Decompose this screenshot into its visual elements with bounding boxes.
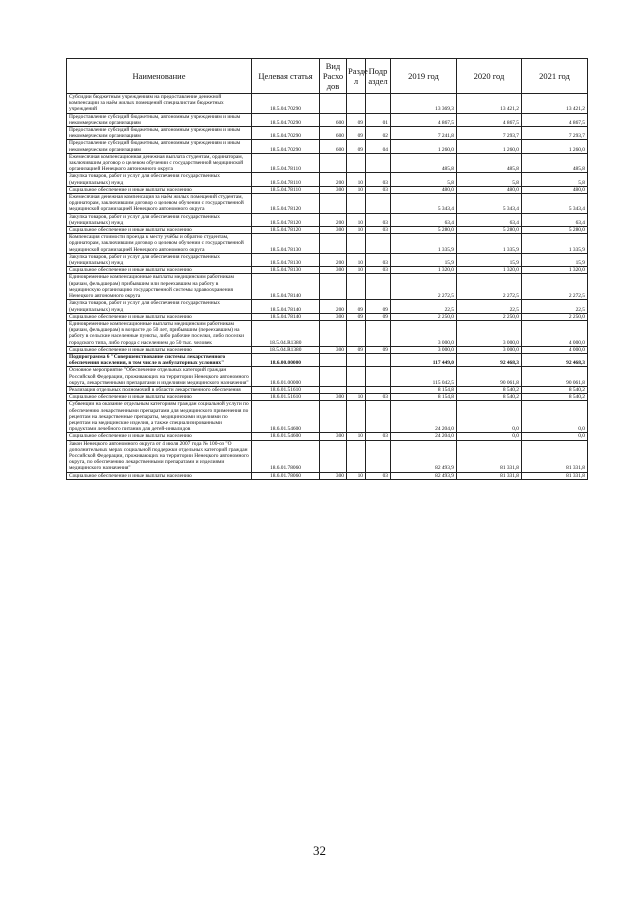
header-subsection: Подр аздел	[366, 59, 391, 94]
row-razdel: 10	[347, 173, 366, 186]
row-razdel	[347, 320, 366, 346]
row-code: 18.6.01.78060	[252, 440, 320, 472]
table-row	[67, 140, 588, 153]
row-value-2019: 7 241,8	[391, 127, 457, 140]
row-value-2019: 8 154,8	[391, 394, 457, 401]
row-name: Предоставление субсидий бюджетным, автономным учреждениям и иным некоммерческим организациям	[67, 113, 252, 126]
row-code: 18.5.04.R1380	[252, 320, 320, 346]
row-value-2019: 13 369,3	[391, 94, 457, 114]
row-value-2019: 480,0	[391, 186, 457, 193]
table-row	[67, 313, 588, 320]
row-value-2021: 92 468,3	[522, 353, 588, 366]
row-code: 18.5.04.78140	[252, 313, 320, 320]
row-value-2019: 82 493,9	[391, 440, 457, 472]
row-value-2019: 1 320,0	[391, 267, 457, 274]
row-name: Субсидии бюджетным учреждениям на предоставление денежной компенсации за наём жилых помещений специалистам бюджетных учреждений	[67, 94, 252, 114]
row-value-2021: 4 000,0	[522, 346, 588, 353]
row-name: Социальное обеспечение и иные выплаты населению	[67, 394, 252, 401]
table-row	[67, 94, 588, 114]
row-value-2020: 485,8	[457, 153, 522, 173]
table-row	[67, 401, 588, 433]
row-razdel	[347, 153, 366, 173]
row-name: Ежемесячная компенсационная денежная выплата студентам, ординаторам, заключившим договор о целевом обучении с государственной медицинской организацией Ненецкого автономного округа	[67, 153, 252, 173]
row-value-2020: 3 000,0	[457, 320, 522, 346]
table-row	[67, 353, 588, 366]
row-podrazdel	[366, 320, 391, 346]
row-name: Закон Ненецкого автономного округа от 4 июля 2007 года № 100-оз "О дополнительных мерах социальной поддержки отдельных категорий граждан Российской Федерации, проживающих на территории Ненецкого автономного округа, по обеспечению лекарственными препаратами и изделиями медицинского назначения"	[67, 440, 252, 472]
row-value-2019: 117 449,0	[391, 353, 457, 366]
row-name: Предоставление субсидий бюджетным, автономным учреждениям и иным некоммерческим организациям	[67, 127, 252, 140]
row-code: 18.6.01.54600	[252, 401, 320, 433]
row-value-2021: 15,9	[522, 253, 588, 266]
row-name: Закупка товаров, работ и услуг для обеспечения государственных (муниципальных) нужд	[67, 213, 252, 226]
table-row	[67, 186, 588, 193]
row-value-2019: 485,8	[391, 153, 457, 173]
row-value-2021: 7 293,7	[522, 127, 588, 140]
row-podrazdel	[366, 153, 391, 173]
row-vid: 200	[320, 300, 347, 313]
table-row	[67, 113, 588, 126]
row-value-2019: 5 280,0	[391, 227, 457, 234]
row-value-2020: 5,8	[457, 173, 522, 186]
table-row	[67, 386, 588, 393]
row-value-2019: 5 343,4	[391, 194, 457, 214]
table-row	[67, 234, 588, 254]
row-value-2021: 81 331,8	[522, 472, 588, 479]
table-row	[67, 440, 588, 472]
row-value-2021: 480,0	[522, 186, 588, 193]
row-value-2020: 22,5	[457, 300, 522, 313]
row-vid: 300	[320, 394, 347, 401]
row-value-2021: 8 540,2	[522, 394, 588, 401]
row-podrazdel	[366, 367, 391, 387]
row-podrazdel: 09	[366, 346, 391, 353]
row-code: 18.5.04.78130	[252, 267, 320, 274]
row-razdel	[347, 367, 366, 387]
table-body	[67, 94, 588, 480]
row-value-2020: 480,0	[457, 186, 522, 193]
row-vid	[320, 440, 347, 472]
row-vid: 300	[320, 433, 347, 440]
row-podrazdel: 03	[366, 253, 391, 266]
row-value-2019: 24 204,0	[391, 433, 457, 440]
row-razdel	[347, 94, 366, 114]
header-2019: 2019 год	[391, 59, 457, 94]
row-razdel: 10	[347, 267, 366, 274]
table-row	[67, 394, 588, 401]
row-name: Социальное обеспечение и иные выплаты населению	[67, 346, 252, 353]
row-code: 18.5.04.70290	[252, 113, 320, 126]
row-podrazdel	[366, 234, 391, 254]
row-value-2019: 63,4	[391, 213, 457, 226]
row-podrazdel: 09	[366, 313, 391, 320]
table-row	[67, 267, 588, 274]
row-razdel: 09	[347, 127, 366, 140]
row-podrazdel	[366, 440, 391, 472]
row-razdel	[347, 274, 366, 300]
row-value-2020: 0,0	[457, 433, 522, 440]
row-value-2019: 24 204,0	[391, 401, 457, 433]
row-podrazdel	[366, 401, 391, 433]
row-value-2020: 1 260,0	[457, 140, 522, 153]
row-razdel: 09	[347, 113, 366, 126]
row-name: Основное мероприятие "Обеспечение отдельных категорий граждан Российской Федерации, проживающих на территории Ненецкого автономного округа, лекарственными препаратами и изделиями медицинского назначения"	[67, 367, 252, 387]
row-value-2019: 2 272,5	[391, 274, 457, 300]
table-row	[67, 367, 588, 387]
row-value-2020: 8 540,2	[457, 394, 522, 401]
row-razdel: 09	[347, 140, 366, 153]
table-row	[67, 346, 588, 353]
row-name: Закупка товаров, работ и услуг для обеспечения государственных (муниципальных) нужд	[67, 300, 252, 313]
row-value-2019: 4 867,5	[391, 113, 457, 126]
row-razdel	[347, 234, 366, 254]
row-vid: 300	[320, 267, 347, 274]
row-value-2019: 2 250,0	[391, 313, 457, 320]
row-value-2020: 90 061,8	[457, 367, 522, 387]
row-value-2019: 3 000,0	[391, 320, 457, 346]
row-value-2019: 1 335,9	[391, 234, 457, 254]
row-code: 18.5.04.78110	[252, 186, 320, 193]
row-vid	[320, 94, 347, 114]
row-vid: 300	[320, 186, 347, 193]
row-podrazdel	[366, 353, 391, 366]
row-name: Единовременные компенсационные выплаты медицинским работникам (врачам, фельдшерам) в возрасте до 50 лет, прибывшим (переехавшим) на работу в сельские населенные пункты, либо рабочие поселки, либо поселки городского типа, либо города с населением до 50 тыс. человек	[67, 320, 252, 346]
row-code: 18.5.04.78120	[252, 194, 320, 214]
budget-table	[66, 58, 588, 480]
row-vid: 300	[320, 472, 347, 479]
row-value-2020: 1 335,9	[457, 234, 522, 254]
table-row	[67, 320, 588, 346]
row-value-2021: 5,8	[522, 173, 588, 186]
row-value-2019: 8 154,8	[391, 386, 457, 393]
header-name: Наименование	[67, 59, 252, 94]
row-podrazdel: 03	[366, 213, 391, 226]
row-code: 18.5.04.78140	[252, 300, 320, 313]
row-razdel: 09	[347, 313, 366, 320]
row-code: 18.5.04.78130	[252, 253, 320, 266]
row-code: 18.5.04.78120	[252, 213, 320, 226]
row-podrazdel	[366, 274, 391, 300]
row-value-2021: 90 061,8	[522, 367, 588, 387]
row-vid: 300	[320, 227, 347, 234]
row-podrazdel: 02	[366, 127, 391, 140]
row-value-2020: 2 250,0	[457, 313, 522, 320]
row-value-2020: 5 343,4	[457, 194, 522, 214]
row-code: 18.6.01.51610	[252, 394, 320, 401]
row-name: Предоставление субсидий бюджетным, автономным учреждениям и иным некоммерческим организациям	[67, 140, 252, 153]
row-razdel	[347, 386, 366, 393]
row-vid	[320, 401, 347, 433]
row-value-2021: 0,0	[522, 433, 588, 440]
row-value-2021: 81 331,8	[522, 440, 588, 472]
table-row	[67, 127, 588, 140]
row-code: 18.5.04.R1380	[252, 346, 320, 353]
row-name: Закупка товаров, работ и услуг для обеспечения государственных (муниципальных) нужд	[67, 173, 252, 186]
row-podrazdel: 03	[366, 433, 391, 440]
row-vid: 600	[320, 113, 347, 126]
row-code: 18.6.00.00000	[252, 353, 320, 366]
table-row	[67, 433, 588, 440]
row-vid: 200	[320, 253, 347, 266]
row-value-2021: 4 000,0	[522, 320, 588, 346]
row-name: Подпрограмма 6 "Совершенствование системы лекарственного обеспечения населения, в том числе в амбулаторных условиях"	[67, 353, 252, 366]
row-vid	[320, 194, 347, 214]
row-value-2019: 115 042,5	[391, 367, 457, 387]
table-row	[67, 253, 588, 266]
row-value-2019: 22,5	[391, 300, 457, 313]
row-value-2021: 2 250,0	[522, 313, 588, 320]
row-razdel: 10	[347, 227, 366, 234]
row-value-2020: 81 331,8	[457, 472, 522, 479]
row-value-2019: 3 000,0	[391, 346, 457, 353]
table-row	[67, 153, 588, 173]
row-value-2020: 92 468,3	[457, 353, 522, 366]
row-value-2020: 63,4	[457, 213, 522, 226]
header-kind: Вид Расхо дов	[320, 59, 347, 94]
row-name: Социальное обеспечение и иные выплаты населению	[67, 267, 252, 274]
row-name: Социальное обеспечение и иные выплаты населению	[67, 433, 252, 440]
row-podrazdel: 03	[366, 227, 391, 234]
row-value-2019: 1 260,0	[391, 140, 457, 153]
row-podrazdel: 01	[366, 113, 391, 126]
row-value-2021: 5 343,4	[522, 194, 588, 214]
table-row	[67, 173, 588, 186]
row-code: 18.6.01.54600	[252, 433, 320, 440]
row-value-2021: 485,8	[522, 153, 588, 173]
row-value-2021: 8 540,2	[522, 386, 588, 393]
row-value-2021: 4 867,5	[522, 113, 588, 126]
row-code: 18.5.04.70290	[252, 140, 320, 153]
row-code: 18.5.04.78120	[252, 227, 320, 234]
table-header-row	[67, 59, 588, 94]
table-row	[67, 472, 588, 479]
row-code: 18.5.04.78110	[252, 153, 320, 173]
row-razdel: 10	[347, 472, 366, 479]
row-name: Социальное обеспечение и иные выплаты населению	[67, 313, 252, 320]
row-vid: 200	[320, 173, 347, 186]
row-code: 18.5.04.78130	[252, 234, 320, 254]
row-name: Субвенции на оказание отдельным категориям граждан социальной услуги по обеспечению лекарственными препаратами для медицинского применения по рецептам на лекарственные препараты, медицинскими изделиями по рецептам на медицинские изделия, а также специализированными продуктами лечебного питания для детей-инвалидов	[67, 401, 252, 433]
row-vid: 600	[320, 127, 347, 140]
row-name: Закупка товаров, работ и услуг для обеспечения государственных (муниципальных) нужд	[67, 253, 252, 266]
row-value-2020: 5 280,0	[457, 227, 522, 234]
row-podrazdel: 03	[366, 173, 391, 186]
row-code: 18.5.04.70290	[252, 94, 320, 114]
row-razdel: 10	[347, 186, 366, 193]
row-vid	[320, 386, 347, 393]
row-value-2019: 82 493,9	[391, 472, 457, 479]
row-vid	[320, 367, 347, 387]
row-value-2021: 0,0	[522, 401, 588, 433]
row-value-2021: 1 260,0	[522, 140, 588, 153]
row-razdel	[347, 194, 366, 214]
row-podrazdel: 04	[366, 140, 391, 153]
row-vid	[320, 234, 347, 254]
row-razdel: 10	[347, 213, 366, 226]
row-value-2021: 63,4	[522, 213, 588, 226]
row-name: Социальное обеспечение и иные выплаты населению	[67, 186, 252, 193]
row-vid	[320, 320, 347, 346]
row-code: 18.6.01.78060	[252, 472, 320, 479]
row-value-2020: 8 540,2	[457, 386, 522, 393]
table-row	[67, 300, 588, 313]
row-value-2021: 1 320,0	[522, 267, 588, 274]
row-name: Единовременные компенсационные выплаты медицинским работникам (врачам, фельдшерам) прибывшим или переехавшим на работу в медицинскую организацию государственной системы здравоохранения Ненецкого автономного округа	[67, 274, 252, 300]
row-value-2021: 13 421,2	[522, 94, 588, 114]
row-value-2020: 0,0	[457, 401, 522, 433]
row-podrazdel	[366, 194, 391, 214]
row-name: Компенсация стоимости проезда к месту учёбы и обратно студентам, ординаторам, заключившим договор о целевом обучении с государственной медицинской организацией Ненецкого автономного округа	[67, 234, 252, 254]
row-value-2021: 2 272,5	[522, 274, 588, 300]
row-value-2020: 4 867,5	[457, 113, 522, 126]
row-value-2020: 7 293,7	[457, 127, 522, 140]
table-row	[67, 194, 588, 214]
row-value-2020: 15,9	[457, 253, 522, 266]
row-vid: 300	[320, 313, 347, 320]
row-value-2019: 15,9	[391, 253, 457, 266]
row-code: 18.5.04.78110	[252, 173, 320, 186]
row-razdel	[347, 440, 366, 472]
row-razdel: 10	[347, 394, 366, 401]
row-value-2020: 81 331,8	[457, 440, 522, 472]
table-row	[67, 274, 588, 300]
header-2021: 2021 год	[522, 59, 588, 94]
row-vid: 300	[320, 346, 347, 353]
row-podrazdel: 03	[366, 267, 391, 274]
row-razdel: 09	[347, 300, 366, 313]
row-code: 18.6.01.00000	[252, 367, 320, 387]
row-razdel: 09	[347, 346, 366, 353]
row-podrazdel	[366, 94, 391, 114]
table-row	[67, 213, 588, 226]
row-value-2021: 22,5	[522, 300, 588, 313]
row-vid	[320, 353, 347, 366]
row-code: 18.6.01.51610	[252, 386, 320, 393]
row-value-2020: 13 421,2	[457, 94, 522, 114]
header-target: Целевая статья	[252, 59, 320, 94]
row-value-2021: 5 280,0	[522, 227, 588, 234]
row-name: Ежемесячная денежная компенсация за наём жилых помещений студентам, ординаторам, заключившим договор о целевом обучении с государственной медицинской организацией Ненецкого автономного округа	[67, 194, 252, 214]
row-podrazdel: 03	[366, 394, 391, 401]
row-podrazdel: 03	[366, 186, 391, 193]
page-number: 32	[313, 843, 326, 858]
row-podrazdel: 09	[366, 300, 391, 313]
row-value-2021: 1 335,9	[522, 234, 588, 254]
row-code: 18.5.04.70290	[252, 127, 320, 140]
row-value-2019: 5,8	[391, 173, 457, 186]
row-vid: 200	[320, 213, 347, 226]
header-2020: 2020 год	[457, 59, 522, 94]
row-podrazdel	[366, 386, 391, 393]
table-row	[67, 227, 588, 234]
row-value-2020: 1 320,0	[457, 267, 522, 274]
row-razdel	[347, 401, 366, 433]
row-razdel: 10	[347, 253, 366, 266]
row-vid	[320, 153, 347, 173]
row-value-2020: 2 272,5	[457, 274, 522, 300]
row-name: Социальное обеспечение и иные выплаты населению	[67, 227, 252, 234]
row-code: 18.5.04.78140	[252, 274, 320, 300]
row-razdel: 10	[347, 433, 366, 440]
row-razdel	[347, 353, 366, 366]
row-name: Социальное обеспечение и иные выплаты населению	[67, 472, 252, 479]
row-value-2020: 3 000,0	[457, 346, 522, 353]
row-vid: 600	[320, 140, 347, 153]
header-section: Разде л	[347, 59, 366, 94]
row-name: Реализация отдельных полномочий в области лекарственного обеспечения	[67, 386, 252, 393]
row-podrazdel: 03	[366, 472, 391, 479]
row-vid	[320, 274, 347, 300]
